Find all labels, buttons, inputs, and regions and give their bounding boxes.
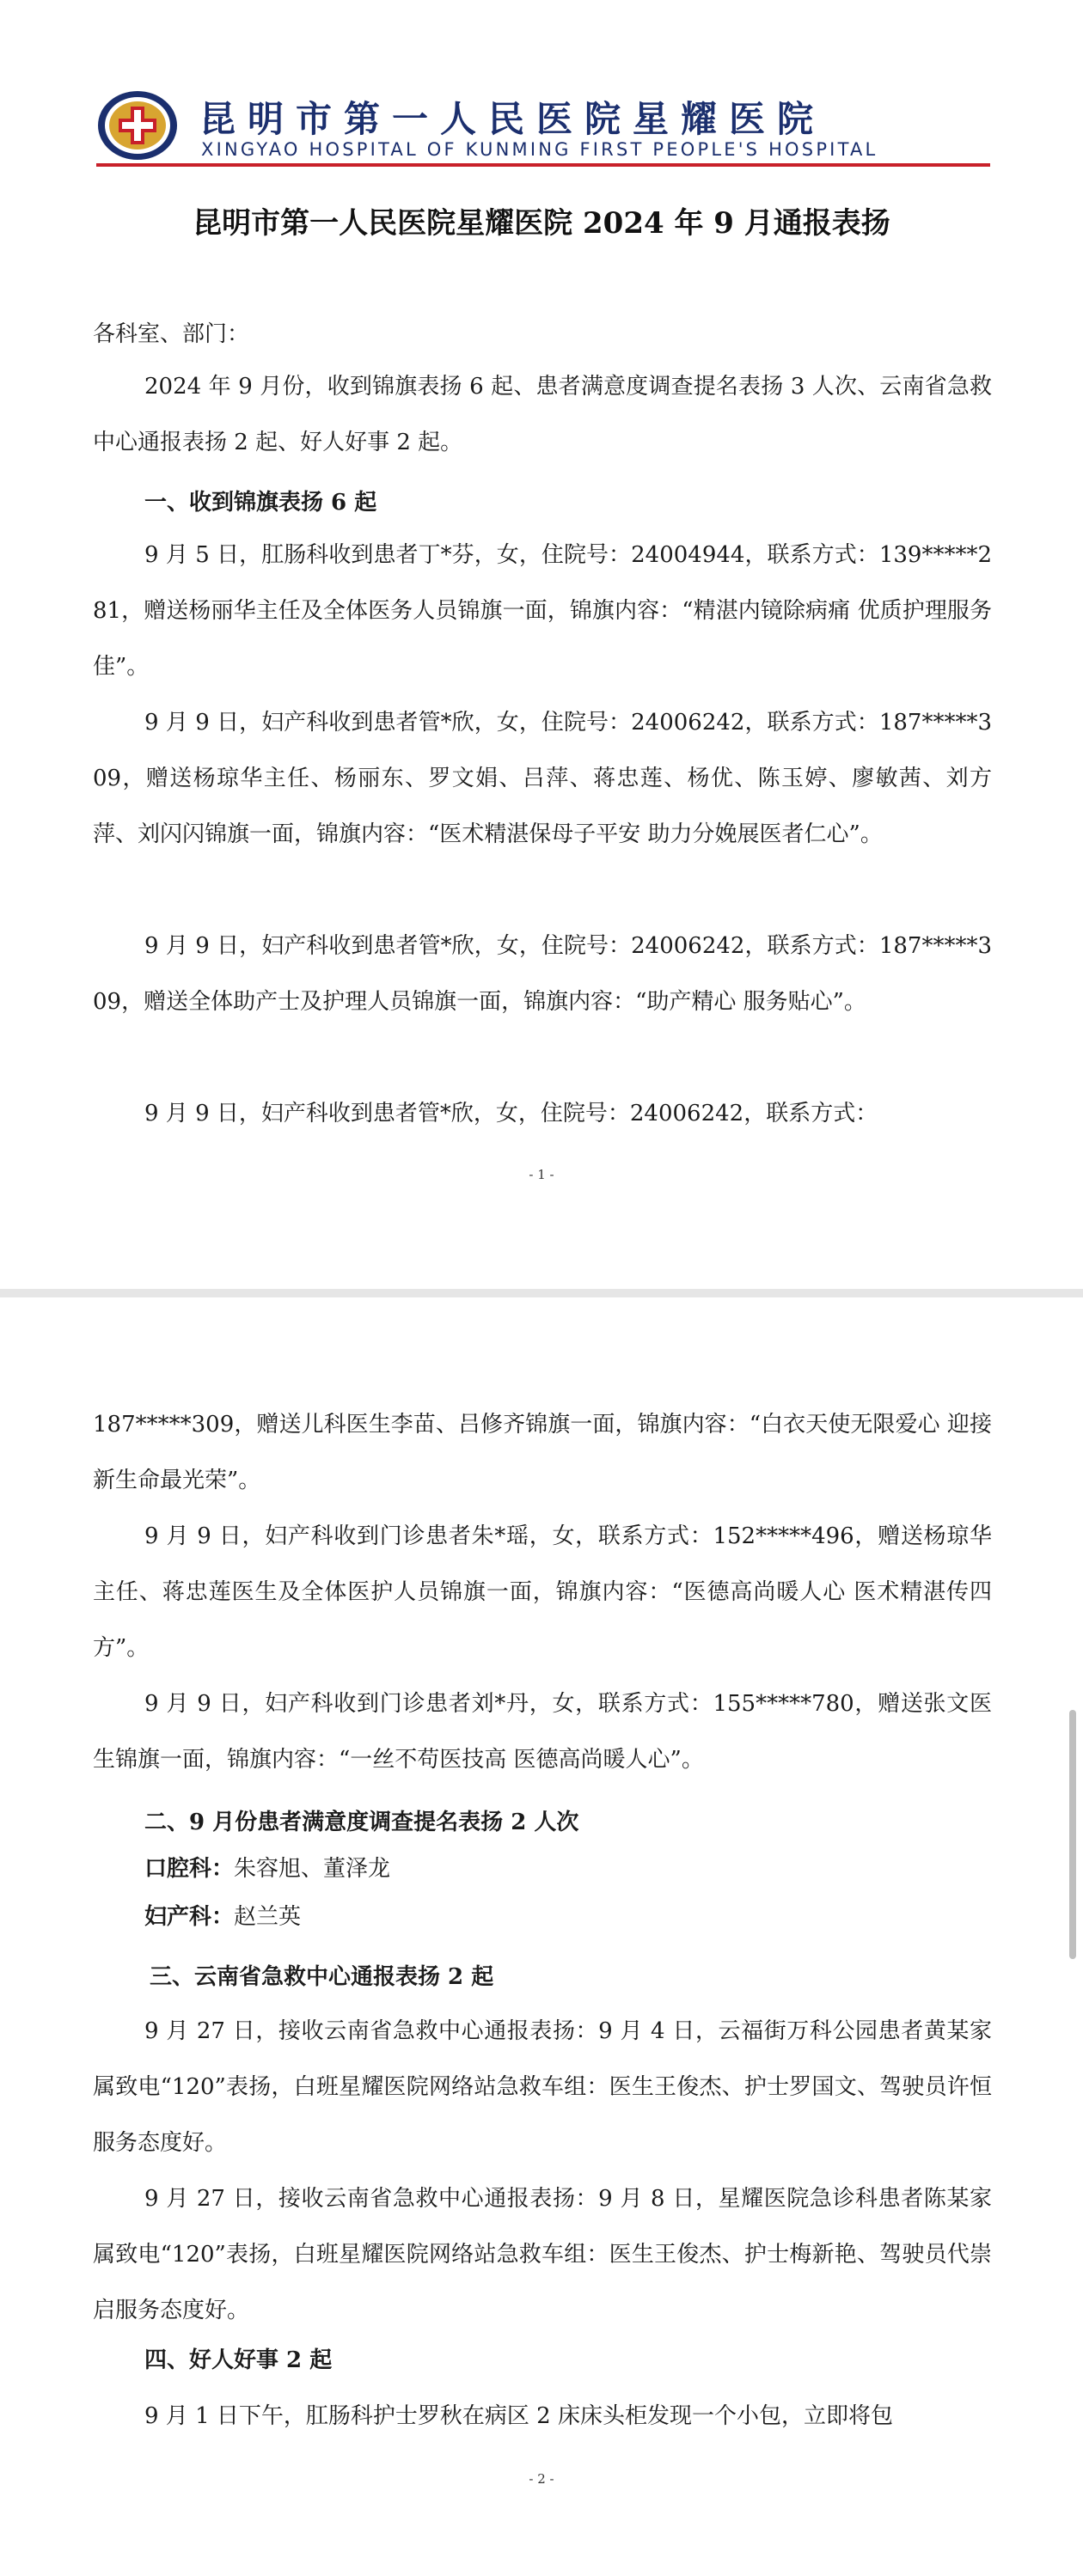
- banner-paragraph-4-start: 9 月 9 日，妇产科收到患者管*欣，女，住院号：24006242，联系方式：: [144, 1101, 878, 1126]
- section-heading-satisfaction: 二、9 月份患者满意度调查提名表扬 2 人次: [144, 1810, 579, 1835]
- satisfaction-entry-dental: [144, 1851, 390, 1883]
- page-number: - 1 -: [529, 1167, 554, 1182]
- emergency-paragraph-2: 9 月 27 日，接收云南省急救中心通报表扬：9 月 8 日，星耀医院急诊科患者陈某家属致电“120”表扬，白班星耀医院网络站急救车组：医生王俊杰、护士梅新艳、驾驶员代崇启服务态度好。: [93, 2186, 992, 2323]
- dept-label: 妇产科：: [144, 1904, 235, 1930]
- vertical-scrollbar[interactable]: [1069, 1710, 1076, 1959]
- letterhead: [96, 86, 990, 168]
- hospital-name-cn: 昆明市第一人民医院星耀医院: [199, 98, 826, 140]
- section-heading-banners: 一、收到锦旗表扬 6 起: [144, 490, 377, 516]
- banner-paragraph-1: 9 月 5 日，肛肠科收到患者丁*芬，女，住院号：24004944，联系方式：139*****281，赠送杨丽华主任及全体医务人员锦旗一面，锦旗内容：“精湛内镜除病痛 优质护理服务佳”。: [93, 542, 992, 680]
- emergency-paragraph-1: 9 月 27 日，接收云南省急救中心通报表扬：9 月 4 日，云福街万科公园患者黄某家属致电“120”表扬，白班星耀医院网络站急救车组：医生王俊杰、护士罗国文、驾驶员许恒服务态度好。: [93, 2018, 992, 2156]
- banner-paragraph-2: 9 月 9 日，妇产科收到患者管*欣，女，住院号：24006242，联系方式：187*****309，赠送杨琼华主任、杨丽东、罗文娟、吕萍、蒋忠莲、杨优、陈玉婷、廖敏茜、刘方萍、刘闪闪锦旗一面，锦旗内容：“医术精湛保母子平安 助力分娩展医者仁心”。: [93, 710, 992, 847]
- nominee-names: 赵兰英: [234, 1904, 302, 1930]
- dept-label: 口腔科：: [144, 1856, 235, 1882]
- section-heading-good-deeds: 四、好人好事 2 起: [144, 2347, 333, 2373]
- hospital-logo-icon: [96, 89, 179, 162]
- banner-paragraph-3: 9 月 9 日，妇产科收到患者管*欣，女，住院号：24006242，联系方式：187*****309，赠送全体助产士及护理人员锦旗一面，锦旗内容：“助产精心 服务贴心”。: [93, 933, 992, 1015]
- banner-paragraph-4-end: 187*****309，赠送儿科医生李苗、吕修齐锦旗一面，锦旗内容：“白衣天使无限爱心 迎接新生命最光荣”。: [93, 1412, 992, 1493]
- page-2: [0, 1297, 1083, 2576]
- hospital-name-en: XINGYAO HOSPITAL OF KUNMING FIRST PEOPLE'S HOSPITAL: [201, 139, 878, 160]
- satisfaction-entry-obgyn: [144, 1899, 301, 1931]
- intro-paragraph: 2024 年 9 月份，收到锦旗表扬 6 起、患者满意度调查提名表扬 3 人次、云南省急救中心通报表扬 2 起、好人好事 2 起。: [93, 374, 992, 455]
- banner-paragraph-6: 9 月 9 日，妇产科收到门诊患者刘*丹，女，联系方式：155*****780，赠送张文医生锦旗一面，锦旗内容：“一丝不苟医技高 医德高尚暖人心”。: [93, 1691, 992, 1773]
- good-deeds-paragraph-1: 9 月 1 日下午，肛肠科护士罗秋在病区 2 床床头柜发现一个小包，立即将包: [144, 2403, 893, 2429]
- header-rule: [96, 163, 990, 167]
- salutation: 各科室、部门：: [93, 321, 250, 347]
- document-title: 昆明市第一人民医院星耀医院 2024 年 9 月通报表扬: [193, 206, 890, 241]
- nominee-names: 朱容旭、董泽龙: [234, 1856, 391, 1882]
- section-heading-emergency: 三、云南省急救中心通报表扬 2 起: [150, 1964, 494, 1990]
- banner-paragraph-5: 9 月 9 日，妇产科收到门诊患者朱*瑶，女，联系方式：152*****496，赠送杨琼华主任、蒋忠莲医生及全体医护人员锦旗一面，锦旗内容：“医德高尚暖人心 医术精湛传四方”。: [93, 1523, 992, 1661]
- page-number: - 2 -: [529, 2471, 554, 2487]
